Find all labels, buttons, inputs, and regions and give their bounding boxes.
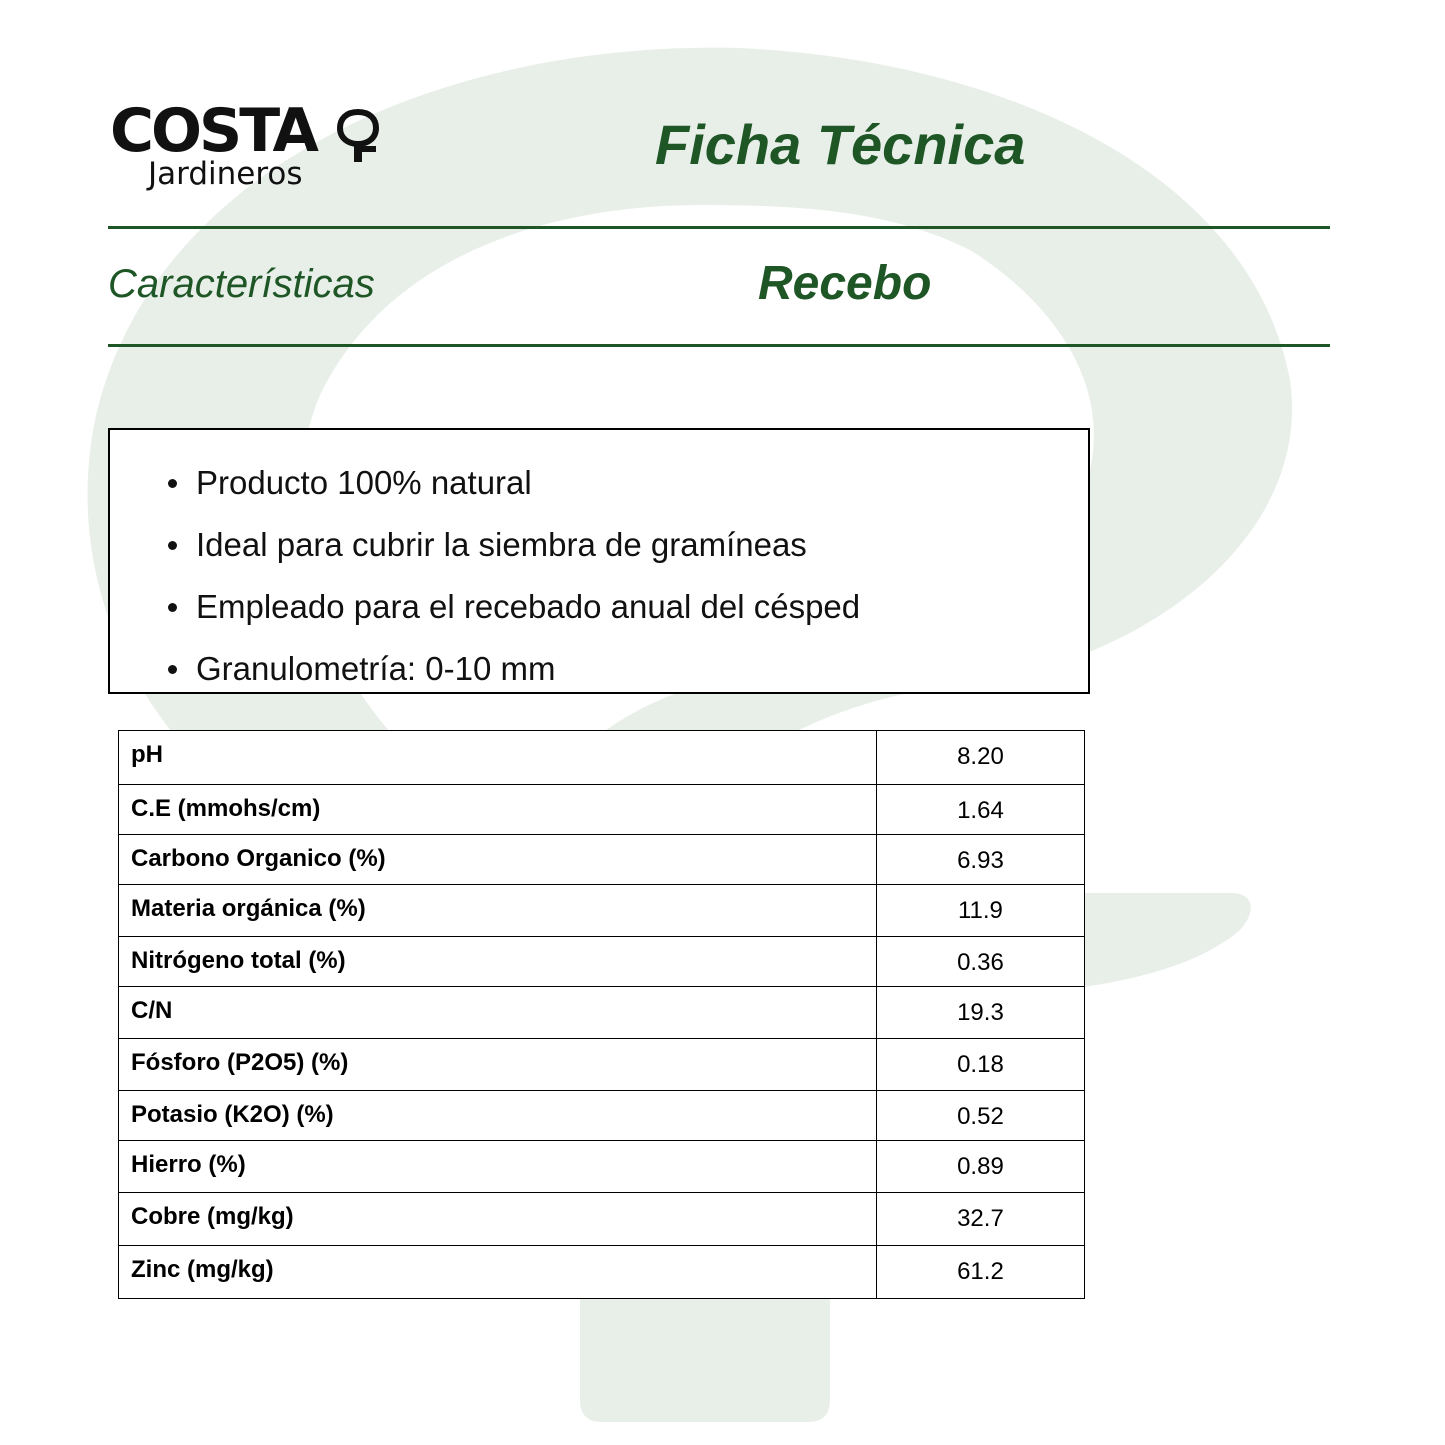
table-row — [119, 1246, 1085, 1299]
spec-value: 0.52 — [876, 1091, 1084, 1141]
spec-value: 0.36 — [876, 937, 1084, 987]
table-row — [119, 1039, 1085, 1091]
spec-value: 11.9 — [876, 885, 1084, 937]
product-name: Recebo — [758, 257, 932, 310]
feature-item — [168, 638, 860, 700]
bullet-icon — [168, 541, 177, 550]
brand-logo — [110, 98, 390, 198]
spec-label: pH — [119, 731, 877, 785]
feature-text: Ideal para cubrir la siembra de gramíneas — [196, 526, 807, 563]
spec-label: Potasio (K2O) (%) — [119, 1091, 877, 1141]
spec-value: 8.20 — [876, 731, 1084, 785]
spec-value: 61.2 — [876, 1246, 1084, 1299]
specs-table — [118, 730, 1085, 1299]
section-label: Características — [108, 262, 375, 306]
header-divider-bottom — [108, 344, 1330, 347]
table-row — [119, 937, 1085, 987]
feature-item — [168, 452, 860, 514]
spec-label: Nitrógeno total (%) — [119, 937, 877, 987]
table-row — [119, 785, 1085, 835]
spec-value: 32.7 — [876, 1193, 1084, 1246]
brand-name: COSTA — [110, 96, 316, 166]
table-row — [119, 731, 1085, 785]
table-row — [119, 987, 1085, 1039]
spec-label: Zinc (mg/kg) — [119, 1246, 877, 1299]
table-row — [119, 1141, 1085, 1193]
feature-text: Granulometría: 0-10 mm — [196, 650, 556, 687]
features-box — [108, 428, 1090, 694]
table-row — [119, 885, 1085, 937]
feature-text: Empleado para el recebado anual del césped — [196, 588, 861, 625]
bullet-icon — [168, 479, 177, 488]
leaf-mark-icon — [336, 106, 380, 164]
table-row — [119, 1193, 1085, 1246]
spec-label: C.E (mmohs/cm) — [119, 785, 877, 835]
spec-label: Hierro (%) — [119, 1141, 877, 1193]
spec-value: 6.93 — [876, 835, 1084, 885]
brand-subtitle: Jardineros — [148, 156, 303, 192]
feature-item — [168, 576, 860, 638]
feature-item — [168, 514, 860, 576]
spec-label: Carbono Organico (%) — [119, 835, 877, 885]
bullet-icon — [168, 603, 177, 612]
spec-value: 0.89 — [876, 1141, 1084, 1193]
table-row — [119, 835, 1085, 885]
feature-text: Producto 100% natural — [196, 464, 532, 501]
spec-label: Materia orgánica (%) — [119, 885, 877, 937]
features-list — [168, 452, 860, 700]
spec-value: 19.3 — [876, 987, 1084, 1039]
table-row — [119, 1091, 1085, 1141]
spec-label: Fósforo (P2O5) (%) — [119, 1039, 877, 1091]
spec-value: 0.18 — [876, 1039, 1084, 1091]
spec-value: 1.64 — [876, 785, 1084, 835]
spec-label: C/N — [119, 987, 877, 1039]
header-divider-top — [108, 226, 1330, 229]
page-title: Ficha Técnica — [655, 113, 1026, 176]
bullet-icon — [168, 665, 177, 674]
spec-label: Cobre (mg/kg) — [119, 1193, 877, 1246]
